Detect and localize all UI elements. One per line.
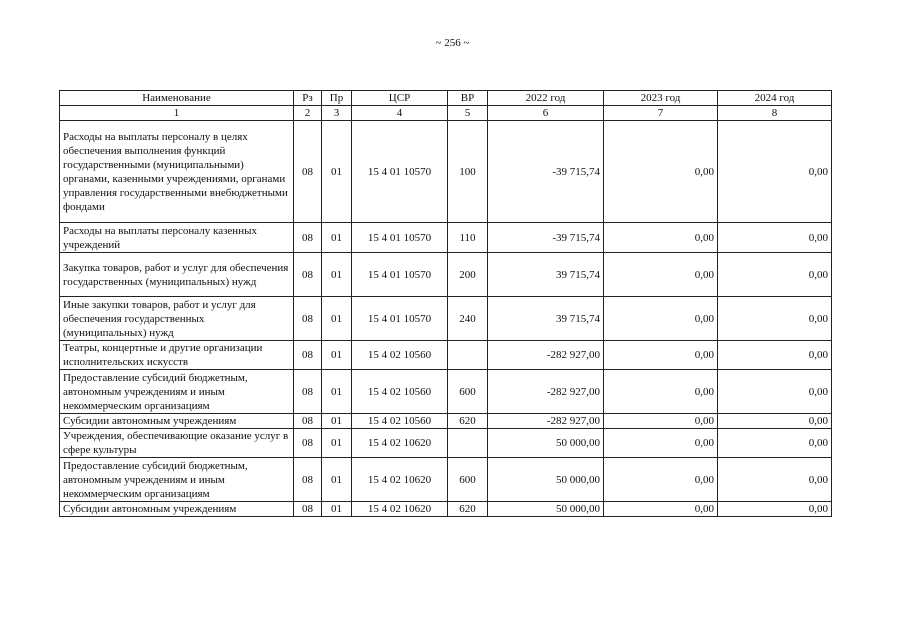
cell-rz: 08 — [294, 414, 322, 429]
cell-name: Расходы на выплаты персоналу в целях обеспечения выполнения функций государственными (муниципальными) органами, казенными учреждениями, органами управления государственными внебюджетными фондами — [60, 121, 294, 223]
cell-2024: 0,00 — [718, 414, 832, 429]
cell-csr: 15 4 01 10570 — [352, 121, 448, 223]
cell-vr: 110 — [448, 223, 488, 253]
cell-vr: 100 — [448, 121, 488, 223]
table-row — [60, 370, 832, 414]
cell-2024: 0,00 — [718, 502, 832, 517]
cell-2024: 0,00 — [718, 458, 832, 502]
table-row — [60, 414, 832, 429]
budget-table — [59, 90, 832, 517]
header-row — [60, 91, 832, 106]
cell-2024: 0,00 — [718, 223, 832, 253]
column-number: 5 — [448, 106, 488, 121]
header-rz: Рз — [294, 91, 322, 106]
cell-vr: 240 — [448, 297, 488, 341]
cell-2024: 0,00 — [718, 370, 832, 414]
header-2022: 2022 год — [488, 91, 604, 106]
cell-vr: 620 — [448, 502, 488, 517]
table-row — [60, 297, 832, 341]
cell-vr: 600 — [448, 458, 488, 502]
cell-pr: 01 — [322, 429, 352, 458]
cell-2023: 0,00 — [604, 414, 718, 429]
cell-name: Учреждения, обеспечивающие оказание услуг в сфере культуры — [60, 429, 294, 458]
cell-csr: 15 4 02 10620 — [352, 429, 448, 458]
cell-rz: 08 — [294, 370, 322, 414]
cell-pr: 01 — [322, 502, 352, 517]
header-pr: Пр — [322, 91, 352, 106]
cell-pr: 01 — [322, 297, 352, 341]
header-csr: ЦСР — [352, 91, 448, 106]
cell-rz: 08 — [294, 253, 322, 297]
cell-rz: 08 — [294, 458, 322, 502]
column-number: 6 — [488, 106, 604, 121]
cell-2022: -282 927,00 — [488, 370, 604, 414]
cell-rz: 08 — [294, 223, 322, 253]
cell-2023: 0,00 — [604, 297, 718, 341]
cell-vr — [448, 429, 488, 458]
table-row — [60, 253, 832, 297]
cell-2023: 0,00 — [604, 458, 718, 502]
header-vr: ВР — [448, 91, 488, 106]
cell-csr: 15 4 02 10620 — [352, 502, 448, 517]
cell-pr: 01 — [322, 341, 352, 370]
cell-rz: 08 — [294, 341, 322, 370]
page-number: ~ 256 ~ — [435, 37, 470, 49]
cell-name: Субсидии автономным учреждениям — [60, 502, 294, 517]
cell-pr: 01 — [322, 414, 352, 429]
column-number: 1 — [60, 106, 294, 121]
cell-rz: 08 — [294, 429, 322, 458]
cell-vr — [448, 341, 488, 370]
cell-2023: 0,00 — [604, 223, 718, 253]
cell-csr: 15 4 02 10620 — [352, 458, 448, 502]
header-name: Наименование — [60, 91, 294, 106]
cell-vr: 600 — [448, 370, 488, 414]
cell-2024: 0,00 — [718, 341, 832, 370]
column-number: 8 — [718, 106, 832, 121]
cell-vr: 620 — [448, 414, 488, 429]
cell-2022: 50 000,00 — [488, 458, 604, 502]
header-2024: 2024 год — [718, 91, 832, 106]
cell-name: Расходы на выплаты персоналу казенных учреждений — [60, 223, 294, 253]
column-number-row — [60, 106, 832, 121]
cell-2024: 0,00 — [718, 121, 832, 223]
cell-name: Театры, концертные и другие организации исполнительских искусств — [60, 341, 294, 370]
cell-2024: 0,00 — [718, 297, 832, 341]
cell-pr: 01 — [322, 223, 352, 253]
cell-name: Предоставление субсидий бюджетным, автономным учреждениям и иным некоммерческим организациям — [60, 370, 294, 414]
cell-rz: 08 — [294, 502, 322, 517]
cell-pr: 01 — [322, 121, 352, 223]
cell-2024: 0,00 — [718, 429, 832, 458]
column-number: 3 — [322, 106, 352, 121]
cell-2022: 39 715,74 — [488, 253, 604, 297]
cell-rz: 08 — [294, 297, 322, 341]
cell-2023: 0,00 — [604, 502, 718, 517]
column-number: 7 — [604, 106, 718, 121]
cell-pr: 01 — [322, 370, 352, 414]
table-row — [60, 458, 832, 502]
cell-csr: 15 4 02 10560 — [352, 414, 448, 429]
cell-2023: 0,00 — [604, 121, 718, 223]
cell-2023: 0,00 — [604, 429, 718, 458]
cell-2023: 0,00 — [604, 370, 718, 414]
cell-name: Предоставление субсидий бюджетным, автономным учреждениям и иным некоммерческим организациям — [60, 458, 294, 502]
header-2023: 2023 год — [604, 91, 718, 106]
cell-name: Субсидии автономным учреждениям — [60, 414, 294, 429]
table-row — [60, 502, 832, 517]
table-row — [60, 121, 832, 223]
cell-2024: 0,00 — [718, 253, 832, 297]
cell-csr: 15 4 02 10560 — [352, 370, 448, 414]
cell-vr: 200 — [448, 253, 488, 297]
cell-2023: 0,00 — [604, 341, 718, 370]
cell-pr: 01 — [322, 458, 352, 502]
cell-name: Закупка товаров, работ и услуг для обеспечения государственных (муниципальных) нужд — [60, 253, 294, 297]
cell-pr: 01 — [322, 253, 352, 297]
cell-2022: -282 927,00 — [488, 414, 604, 429]
column-number: 2 — [294, 106, 322, 121]
table-row — [60, 429, 832, 458]
cell-csr: 15 4 01 10570 — [352, 297, 448, 341]
cell-2022: -282 927,00 — [488, 341, 604, 370]
cell-2022: -39 715,74 — [488, 121, 604, 223]
cell-2022: -39 715,74 — [488, 223, 604, 253]
cell-2022: 39 715,74 — [488, 297, 604, 341]
cell-csr: 15 4 02 10560 — [352, 341, 448, 370]
cell-name: Иные закупки товаров, работ и услуг для обеспечения государственных (муниципальных) нужд — [60, 297, 294, 341]
cell-rz: 08 — [294, 121, 322, 223]
cell-csr: 15 4 01 10570 — [352, 223, 448, 253]
table-row — [60, 223, 832, 253]
column-number: 4 — [352, 106, 448, 121]
table-row — [60, 341, 832, 370]
cell-2023: 0,00 — [604, 253, 718, 297]
cell-2022: 50 000,00 — [488, 429, 604, 458]
cell-2022: 50 000,00 — [488, 502, 604, 517]
cell-csr: 15 4 01 10570 — [352, 253, 448, 297]
